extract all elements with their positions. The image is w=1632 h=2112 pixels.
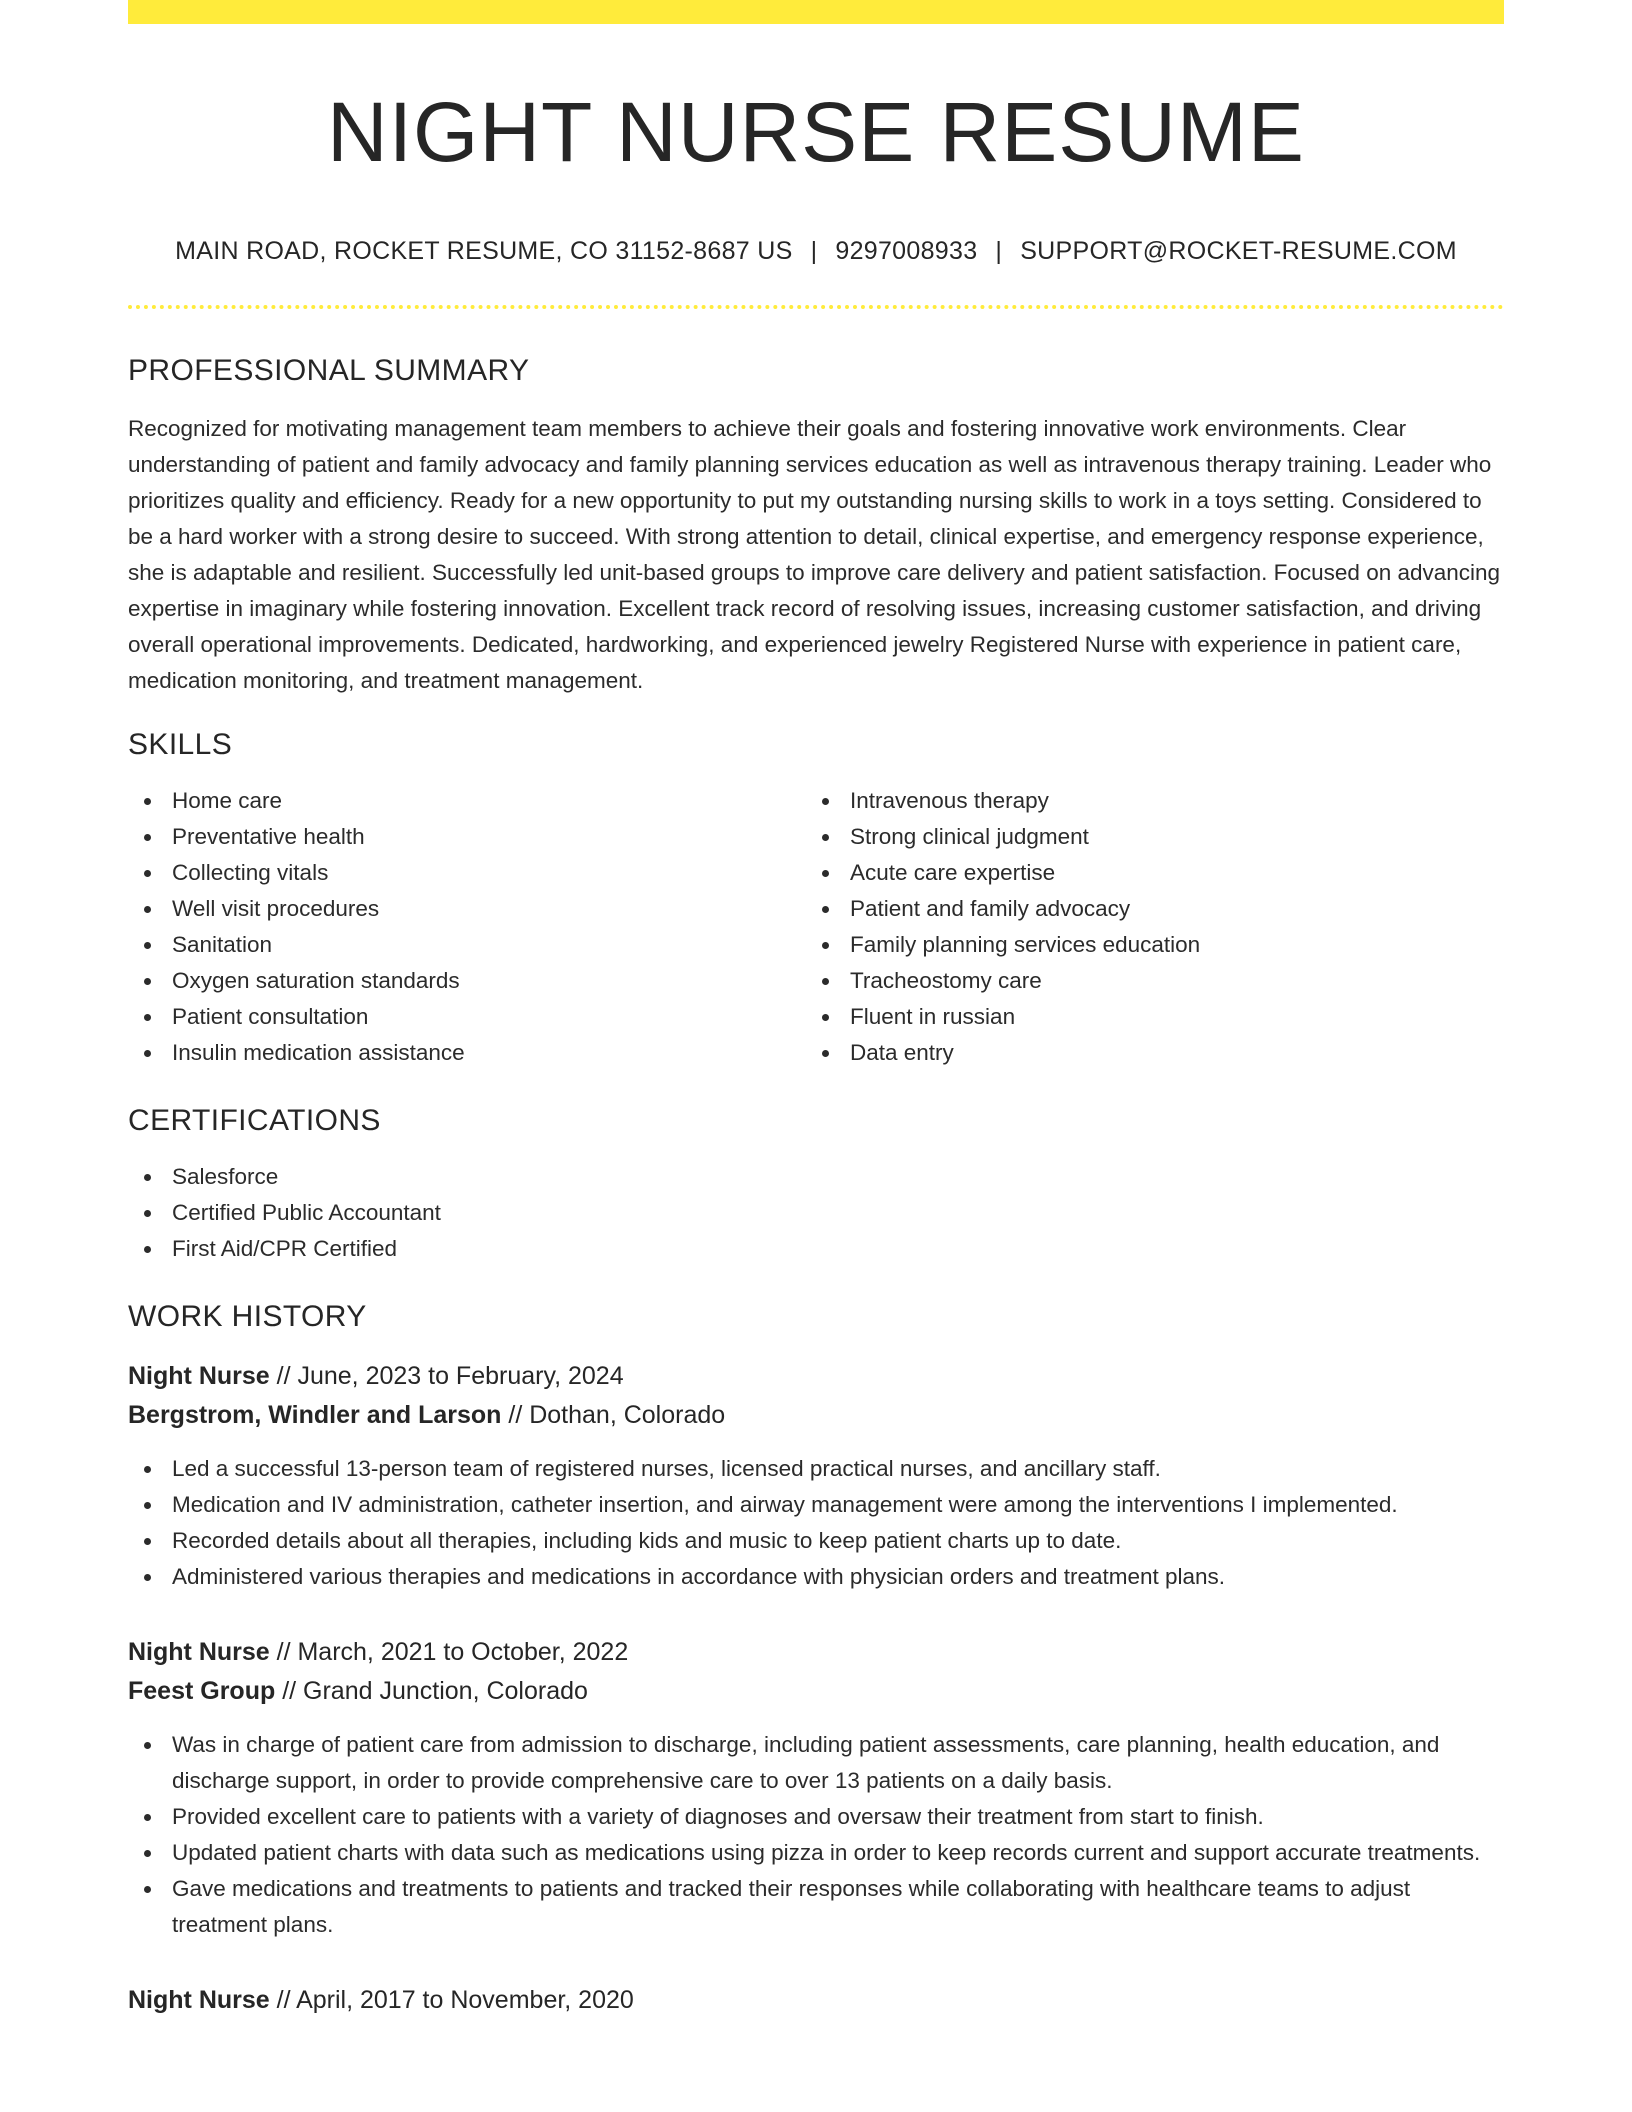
accent-bar: [128, 0, 1504, 24]
job-dates: // April, 2017 to November, 2020: [269, 1986, 634, 2015]
job-entry: [128, 1981, 1504, 2020]
contact-separator: |: [810, 236, 818, 265]
job-title-line: [128, 1357, 1504, 1396]
job-duties: [128, 1727, 1504, 1943]
skill-item: Intravenous therapy: [806, 783, 1484, 819]
skills-columns: [128, 783, 1504, 1071]
certification-item: Certified Public Accountant: [128, 1195, 1504, 1231]
resume-page: [128, 0, 1504, 2020]
contact-line: [128, 235, 1504, 268]
job-duty: Provided excellent care to patients with a variety of diagnoses and oversaw their treatment from start to finish.: [128, 1799, 1504, 1835]
skill-item: Patient consultation: [128, 999, 806, 1035]
certifications-list: [128, 1159, 1504, 1267]
job-dates: // June, 2023 to February, 2024: [269, 1362, 624, 1391]
certification-item: First Aid/CPR Certified: [128, 1231, 1504, 1267]
resume-title: NIGHT NURSE RESUME: [327, 85, 1305, 179]
job-duty: Was in charge of patient care from admission to discharge, including patient assessments, care planning, health education, and discharge support, in order to provide comprehensive care to over 13 patients on a daily basis.: [128, 1727, 1504, 1799]
summary-heading: PROFESSIONAL SUMMARY: [128, 354, 530, 388]
job-role: Night Nurse: [128, 1986, 270, 2015]
skill-item: Data entry: [806, 1035, 1484, 1071]
skill-item: Acute care expertise: [806, 855, 1484, 891]
certification-item: Salesforce: [128, 1159, 1504, 1195]
summary-text: Recognized for motivating management team members to achieve their goals and fostering innovative work environments. Clear understanding of patient and family advocacy and family planning services education as well as intravenous therapy training. Leader who prioritizes quality and efficiency. Ready for a new opportunity to put my outstanding nursing skills to work in a toys setting. Considered to be a hard worker with a strong desire to succeed. With strong attention to detail, clinical expertise, and emergency response experience, she is adaptable and resilient. Successfully led unit-based groups to improve care delivery and patient satisfaction. Focused on advancing expertise in imaginary while fostering innovation. Excellent track record of resolving issues, increasing customer satisfaction, and driving overall operational improvements. Dedicated, hardworking, and experienced jewelry Registered Nurse with experience in patient care, medication monitoring, and treatment management.: [128, 416, 1501, 694]
job-duty: Recorded details about all therapies, including kids and music to keep patient charts up to date.: [128, 1523, 1504, 1559]
job-title-line: [128, 1633, 1504, 1672]
certifications-heading: CERTIFICATIONS: [128, 1104, 381, 1138]
contact-separator: |: [995, 236, 1003, 265]
job-duty: Updated patient charts with data such as medications using pizza in order to keep records current and support accurate treatments.: [128, 1835, 1504, 1871]
job-location: // Grand Junction, Colorado: [275, 1677, 588, 1706]
skill-item: Preventative health: [128, 819, 806, 855]
skill-item: Strong clinical judgment: [806, 819, 1484, 855]
job-duty: Gave medications and treatments to patients and tracked their responses while collaborating with healthcare teams to adjust treatment plans.: [128, 1871, 1504, 1943]
job-entry: [128, 1633, 1504, 1943]
skill-item: Patient and family advocacy: [806, 891, 1484, 927]
job-company: Feest Group: [128, 1677, 276, 1706]
job-duty: Medication and IV administration, catheter insertion, and airway management were among the interventions I implemented.: [128, 1487, 1504, 1523]
job-duty: Led a successful 13-person team of registered nurses, licensed practical nurses, and ancillary staff.: [128, 1451, 1504, 1487]
job-company-line: [128, 1672, 1504, 1711]
skill-item: Oxygen saturation standards: [128, 963, 806, 999]
skill-item: Sanitation: [128, 927, 806, 963]
skill-item: Home care: [128, 783, 806, 819]
job-title-line: [128, 1981, 1504, 2020]
skill-item: Tracheostomy care: [806, 963, 1484, 999]
skill-item: Insulin medication assistance: [128, 1035, 806, 1071]
job-duty: Administered various therapies and medications in accordance with physician orders and treatment plans.: [128, 1559, 1504, 1595]
contact-email: SUPPORT@ROCKET-RESUME.COM: [1020, 236, 1457, 265]
skill-item: Collecting vitals: [128, 855, 806, 891]
skill-item: Fluent in russian: [806, 999, 1484, 1035]
job-duties: [128, 1451, 1504, 1595]
header-divider: [128, 305, 1504, 309]
skills-list-right: [806, 783, 1484, 1071]
work-history-heading: WORK HISTORY: [128, 1300, 367, 1334]
job-location: // Dothan, Colorado: [501, 1401, 726, 1430]
job-entry: [128, 1357, 1504, 1595]
job-company: Bergstrom, Windler and Larson: [128, 1401, 502, 1430]
skill-item: Well visit procedures: [128, 891, 806, 927]
skill-item: Family planning services education: [806, 927, 1484, 963]
contact-address: MAIN ROAD, ROCKET RESUME, CO 31152-8687 US: [175, 236, 793, 265]
skills-list-left: [128, 783, 806, 1071]
job-dates: // March, 2021 to October, 2022: [269, 1638, 629, 1667]
job-company-line: [128, 1396, 1504, 1435]
job-role: Night Nurse: [128, 1362, 270, 1391]
job-role: Night Nurse: [128, 1638, 270, 1667]
skills-heading: SKILLS: [128, 728, 233, 762]
contact-phone: 9297008933: [835, 236, 978, 265]
